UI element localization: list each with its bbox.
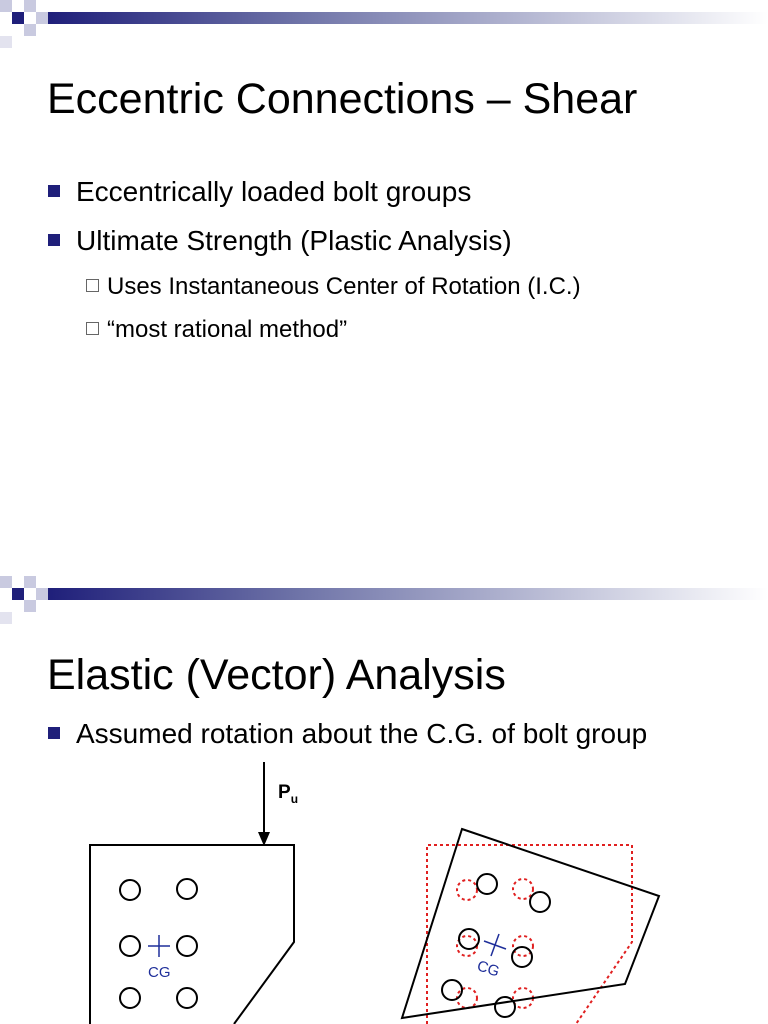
square-bullet-icon [48, 185, 60, 197]
original-bolt-position [457, 880, 477, 900]
original-bolt-position [457, 988, 477, 1008]
rotated-bolt [459, 929, 479, 949]
bullet-item [48, 225, 512, 257]
rotated-bolt [512, 947, 532, 967]
bullet-item [48, 718, 647, 750]
bolt-hole [177, 988, 197, 1008]
load-label-subscript: u [290, 792, 299, 806]
rotated-bolt [495, 997, 515, 1017]
slide-header-bar [0, 0, 768, 50]
bullet-text: Assumed rotation about the C.G. of bolt group [76, 718, 648, 749]
load-arrow-head [258, 832, 270, 846]
slide-title: Elastic (Vector) Analysis [47, 651, 506, 699]
sub-bullet-item [86, 316, 347, 344]
bolt-group-diagram [0, 756, 768, 1024]
cg-label: CG [148, 964, 171, 981]
square-bullet-icon [48, 727, 60, 739]
bolt-hole [177, 936, 197, 956]
slide-title: Eccentric Connections – Shear [47, 75, 638, 123]
square-bullet-icon [48, 234, 60, 246]
rotated-plate-outline [402, 829, 659, 1018]
load-label [278, 782, 298, 806]
bolt-hole [177, 879, 197, 899]
sub-bullet-item [86, 273, 581, 301]
bullet-item [48, 176, 471, 208]
rotated-bolt [530, 892, 550, 912]
slide-2 [0, 576, 768, 1024]
bolt-hole [120, 988, 140, 1008]
bolt-hole [120, 936, 140, 956]
hollow-square-bullet-icon [86, 322, 99, 335]
bullet-text: Ultimate Strength (Plastic Analysis) [76, 225, 512, 256]
sub-bullet-text: “most rational method” [107, 316, 348, 343]
sub-bullet-text: Uses Instantaneous Center of Rotation (I.C.) [107, 273, 581, 300]
cg-cross-rotated-b [491, 934, 499, 956]
original-bolt-position [513, 936, 533, 956]
rotated-bolt [442, 980, 462, 1000]
slide-header-bar [0, 576, 768, 626]
original-bolt-position [513, 879, 533, 899]
cg-label-rotated: CG [474, 957, 502, 981]
rotated-bolt [477, 874, 497, 894]
bolt-hole [120, 880, 140, 900]
hollow-square-bullet-icon [86, 279, 99, 292]
bullet-text: Eccentrically loaded bolt groups [76, 176, 472, 207]
load-label-main: P [278, 782, 291, 803]
